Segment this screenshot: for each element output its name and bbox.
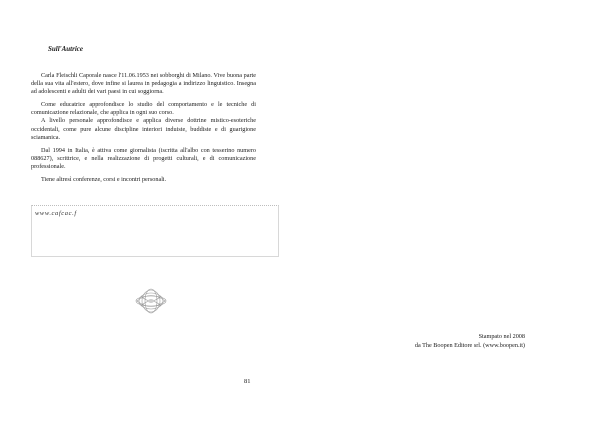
bio-paragraph-2: Come educatrice approfondisce lo studio del comportamento e le tecniche di comunicazione relazionale, che applica in ogni suo corso. <box>31 101 256 117</box>
website-text: www.cafcac.f <box>35 210 77 217</box>
bio-paragraph-5: Tiene altresì conferenze, corsi e incontri personali. <box>41 176 167 184</box>
website-box <box>31 205 279 257</box>
publisher-logo-icon <box>133 286 169 316</box>
bio-paragraph-4: Dal 1994 in Italia, è attiva come giornalista (iscritta all'albo con tesserino numero 088627), scrittrice, e nella realizzazione di progetti culturali, e di comunicazione professionale. <box>31 146 256 170</box>
author-bio <box>31 72 256 189</box>
colophon <box>325 333 525 350</box>
bio-paragraph-1: Carla Fleischli Caporale nasce l'11.06.1953 nei sobborghi di Milano. Vive buona parte della sua vita all'estero, dove infine si laurea in pedagogia a indirizzo linguistico. Insegna ad adolescenti e adulti dei vari paesi in cui soggiorna. <box>31 72 256 96</box>
right-page <box>300 0 600 425</box>
bio-paragraph-3: A livello personale approfondisce e applica diverse dottrine mistico-esoteriche occidentali, come pure alcune discipline interiori induiste, buddiste e di guarigione sciamanica. <box>31 117 256 141</box>
colophon-print-year: Stampato nel 2008 <box>478 333 525 340</box>
colophon-publisher: da The Boopen Editore srl. (www.boopen.it) <box>414 341 525 349</box>
section-heading: Sull'Autrice <box>48 45 84 53</box>
page-number: 81 <box>244 378 251 385</box>
